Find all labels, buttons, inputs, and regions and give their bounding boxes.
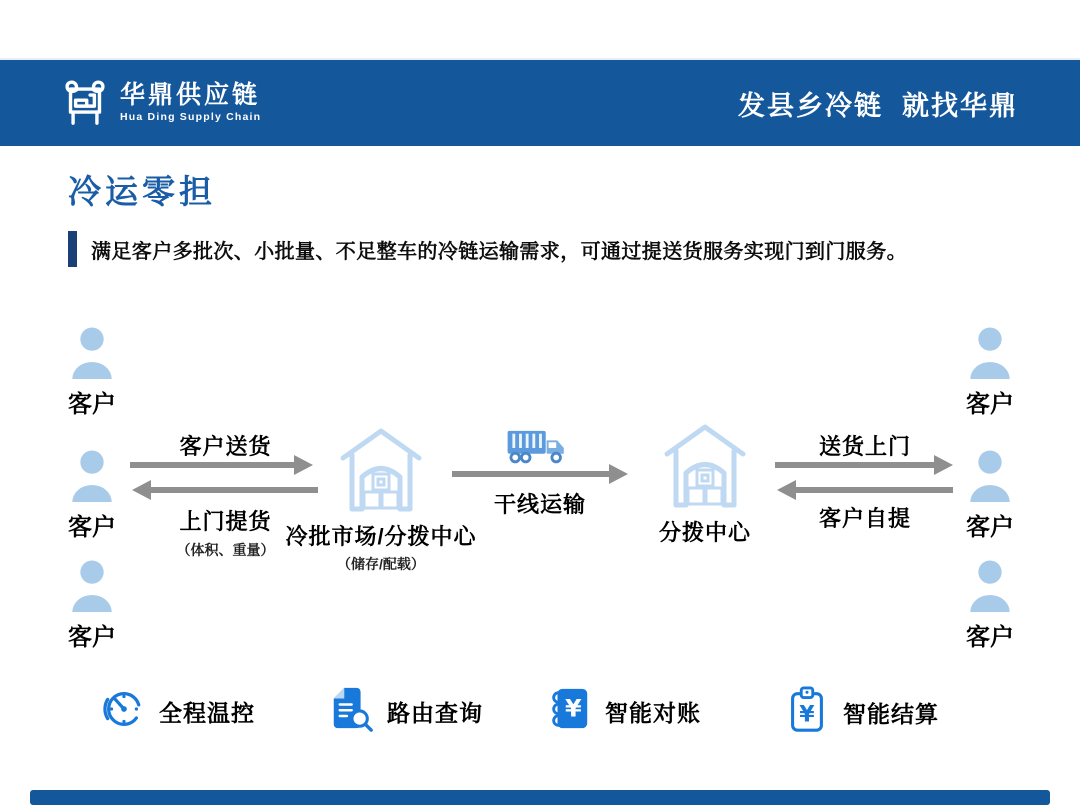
customer-right-1 (942, 327, 1038, 419)
footer-bar (30, 790, 1050, 805)
temperature-gauge-icon (100, 686, 146, 737)
person-icon (66, 450, 118, 502)
route-search-icon (328, 686, 374, 737)
customer-label: 客户 (68, 624, 116, 651)
person-icon (964, 327, 1016, 379)
intro-text: 满足客户多批次、小批量、不足整车的冷链运输需求，可通过提送货服务实现门到门服务。 (91, 240, 907, 263)
customer-label: 客户 (68, 514, 116, 541)
intro-accent-bar (68, 231, 77, 267)
feature-label: 智能结算 (843, 701, 939, 727)
page-title: 冷运零担 (68, 173, 216, 210)
hub-origin-note: （储存/配载） (337, 556, 425, 572)
hub-origin-name: 冷批市场/分拨中心 (285, 524, 477, 549)
flow-label-self-pickup: 客户自提 (818, 506, 911, 531)
person-icon (964, 450, 1016, 502)
customer-label: 客户 (966, 624, 1014, 651)
customer-left-3 (44, 560, 140, 652)
brand-name-cn: 华鼎供应链 (120, 80, 261, 109)
settlement-clipboard-icon (784, 686, 830, 739)
truck-icon (506, 428, 574, 473)
brand-logo (62, 73, 261, 134)
feature-route-query (328, 686, 483, 737)
person-icon (964, 560, 1016, 612)
flow-label-customer-dropoff: 客户送货 (179, 434, 272, 459)
header-bar (0, 58, 1080, 146)
person-icon (66, 327, 118, 379)
warehouse-icon (664, 420, 746, 510)
customer-label: 客户 (966, 514, 1014, 541)
feature-label: 路由查询 (387, 700, 483, 726)
flow-label-door-pickup: 上门提货 (179, 509, 272, 534)
hub-destination-name: 分拨中心 (658, 520, 751, 545)
arrow-hub-to-customer-right (775, 462, 935, 468)
header-slogan: 发县乡冷链 就找华鼎 (737, 90, 1018, 121)
feature-label: 智能对账 (605, 700, 701, 726)
svg-text:¥: ¥ (799, 702, 815, 728)
customer-right-3 (942, 560, 1038, 652)
customer-label: 客户 (966, 391, 1014, 418)
flow-label-home-delivery: 送货上门 (818, 434, 911, 459)
person-icon (66, 560, 118, 612)
flow-label-trunk: 干线运输 (493, 492, 586, 517)
svg-text:¥: ¥ (564, 694, 582, 723)
ledger-yuan-icon (546, 686, 592, 737)
feature-temperature-control (100, 686, 255, 737)
warehouse-icon (340, 424, 422, 514)
brand-name-en: Hua Ding Supply Chain (120, 111, 262, 124)
customer-right-2 (942, 450, 1038, 542)
hub-destination (625, 420, 785, 547)
arrow-customer-selfpickup (795, 487, 953, 493)
feature-label: 全程温控 (159, 700, 255, 726)
ding-vessel-logo-icon (62, 73, 108, 134)
flow-note-volume-weight: （体积、重量） (176, 542, 275, 558)
feature-smart-settlement (784, 686, 939, 739)
customer-left-2 (44, 450, 140, 542)
arrow-trunk-transport (452, 471, 610, 477)
customer-label: 客户 (68, 391, 116, 418)
feature-smart-reconciliation (546, 686, 701, 737)
arrow-customer-to-hub (130, 462, 295, 468)
customer-left-1 (44, 327, 140, 419)
intro-row (68, 231, 907, 267)
